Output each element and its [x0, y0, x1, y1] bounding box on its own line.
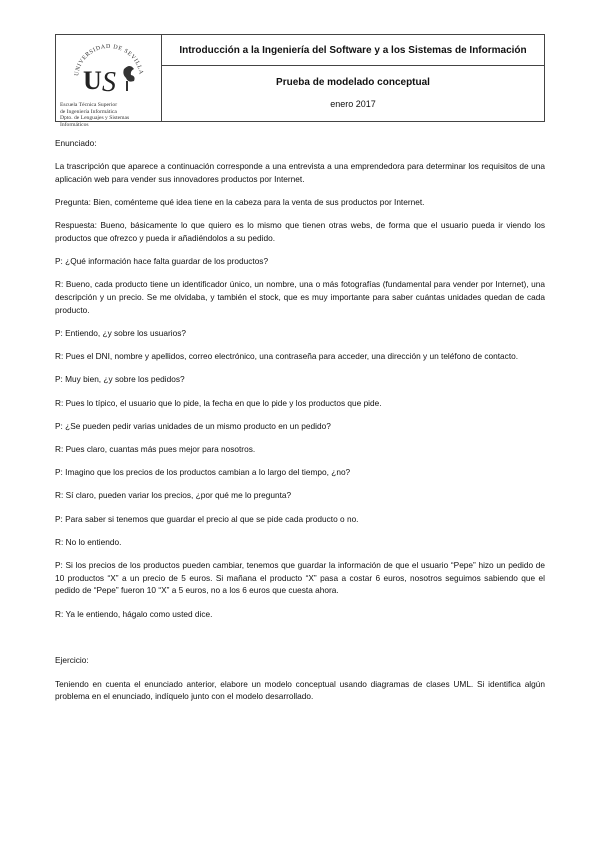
exam-date: enero 2017 [330, 99, 376, 109]
svg-text:UNIVERSIDAD DE SEVILLA: UNIVERSIDAD DE SEVILLA [74, 43, 144, 77]
caption-line: Escuela Técnica Superior [60, 102, 118, 108]
dialogue-line: P: ¿Se pueden pedir varias unidades de un mismo producto en un pedido? [55, 420, 331, 431]
intro-paragraph: La trascripción que aparece a continuación corresponde a una entrevista a una emprendedora para determinar los requisitos de una aplicación web para vender sus innovadores productos por Internet. [55, 161, 545, 184]
dialogue-line: Respuesta: Bueno, básicamente lo que quiero es lo mismo que tienen otras webs, de forma que el usuario pueda ir viendo los productos que ofrezco y pueda ir añadiéndolos a su pedido. [55, 220, 545, 244]
dialogue-line: P: Entiendo, ¿y sobre los usuarios? [55, 328, 186, 339]
dialogue-line: R: Ya le entiendo, hágalo como usted dice. [55, 608, 213, 619]
university-logo [56, 35, 162, 128]
school-caption [60, 102, 160, 128]
dialogue-line: P: Imagino que los precios de los productos cambian a lo largo del tiempo, ¿no? [55, 467, 351, 478]
dialogue-line: R: Pues el DNI, nombre y apellidos, correo electrónico, una contraseña para acceder, una dirección y un teléfono de contacto. [55, 351, 519, 362]
document-body [55, 137, 545, 703]
section-heading-enunciado: Enunciado: [55, 138, 97, 148]
dialogue-line: Pregunta: Bien, coménteme qué idea tiene en la cabeza para la venta de sus productos por Internet. [55, 197, 425, 208]
course-title: Introducción a la Ingeniería del Software y a los Sistemas de Información [162, 35, 544, 66]
dialogue-line: P: ¿Qué información hace falta guardar de los productos? [55, 256, 269, 267]
section-heading-ejercicio: Ejercicio: [55, 655, 89, 666]
university-seal-icon [64, 39, 154, 101]
dialogue-line: R: Sí claro, pueden variar los precios, ¿por qué me lo pregunta? [55, 490, 292, 501]
exercise-paragraph: Teniendo en cuenta el enunciado anterior, elabore un modelo conceptual usando diagramas de clases UML. Si identifica algún problema en el enunciado, indíquelo junto con el modelo desarrollado. [55, 678, 545, 702]
header-info [162, 35, 544, 121]
document-header [55, 34, 545, 128]
svg-text:S: S [102, 67, 116, 98]
dialogue-line: R: Pues claro, cuantas más pues mejor para nosotros. [55, 444, 256, 455]
svg-text:U: U [83, 66, 102, 95]
dialogue-line: R: No lo entiendo. [55, 536, 122, 547]
dialogue-line: R: Pues lo típico, el usuario que lo pide, la fecha en que lo pide y los productos que pide. [55, 397, 382, 408]
caption-line: Informáticos [60, 121, 89, 128]
caption-line: de Ingeniería Informática [60, 108, 117, 115]
caption-line: Dpto. de Lenguajes y Sistemas [60, 115, 130, 122]
dialogue-line: P: Muy bien, ¿y sobre los pedidos? [55, 374, 185, 385]
exam-title: Prueba de modelado conceptual [276, 77, 430, 88]
dialogue-line: P: Para saber si tenemos que guardar el precio al que se pide cada producto o no. [55, 513, 359, 524]
dialogue-line: P: Si los precios de los productos pueden cambiar, tenemos que guardar la información de que el usuario “Pepe” hizo un pedido de 10 productos “X” a un precio de 5 euros. Si mañana el producto “X” pasa a costar 6 euros, nosotros seguimos sabiendo que el pedido de “Pepe” fueron 10 “X” a 5 euros, no a los 6 euros que cuesta ahora. [55, 560, 545, 596]
dialogue-line: R: Bueno, cada producto tiene un identificador único, un nombre, una o más fotografías (fundamental para vender por Internet), una descripción y un precio. Se me olvidaba, y también el stock, que es muy importante para saber cuántas unidades quedan de cada producto. [55, 279, 545, 315]
